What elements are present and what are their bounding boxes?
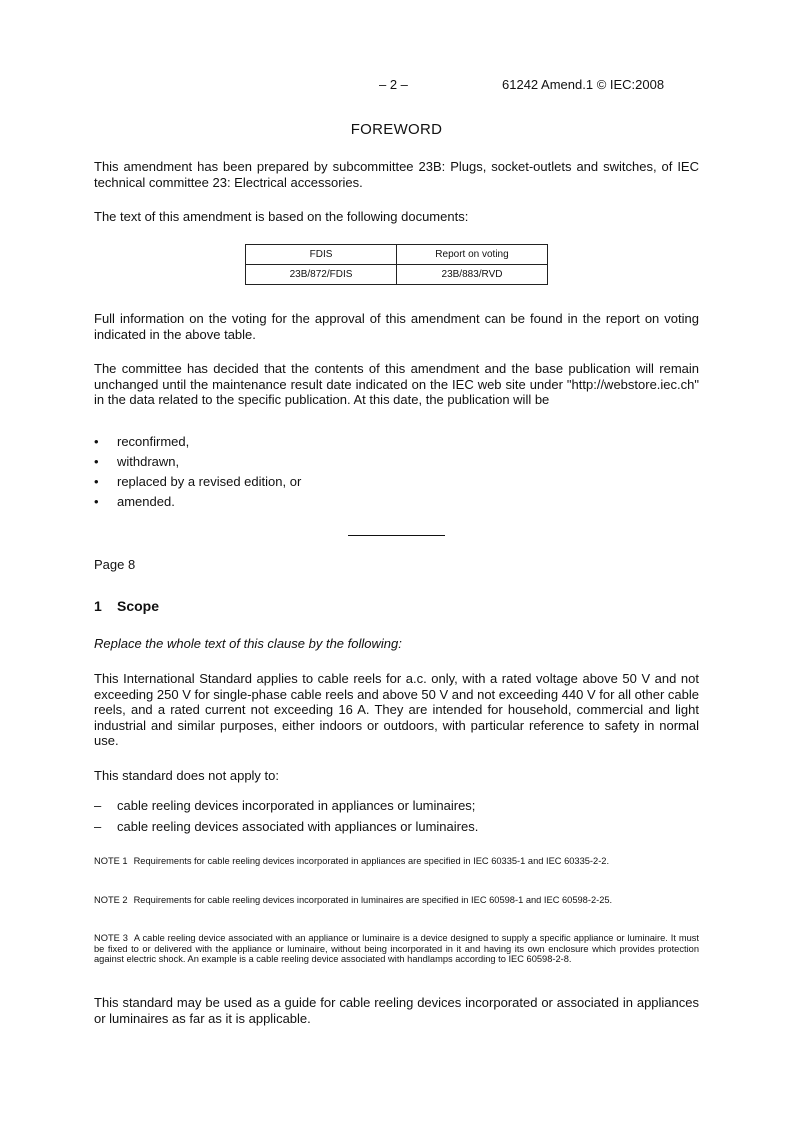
list-item-text: replaced by a revised edition, or (117, 474, 302, 489)
table-cell: 23B/872/FDIS (246, 265, 397, 285)
list-item (94, 797, 478, 818)
note-2 (94, 895, 699, 906)
table-header-row (246, 245, 548, 265)
list-item (94, 473, 301, 493)
dash-mark: – (94, 819, 102, 834)
list-item-text: reconfirmed, (117, 434, 190, 449)
not-apply-text: This standard does not apply to: (94, 768, 280, 783)
table-cell: 23B/883/RVD (397, 265, 548, 285)
bullet-mark: • (94, 474, 99, 489)
clause-number: 1 (94, 598, 102, 614)
foreword-title: FOREWORD (350, 121, 443, 138)
clause-heading (94, 598, 159, 614)
clause-title: Scope (117, 598, 160, 614)
scope-text: This International Standard applies to cable reels for a.c. only, with a rated voltage above 50 V and not exceeding 250 V for single-phase cable reels and above 50 V and not exceeding 440 V for all other cable reels, and a rated current not exceeding 16 A. They are intended for household, commercial and light industrial and similar purposes, either indoors or outdoors, with particular reference to safety in normal use. (94, 671, 699, 748)
dash-mark: – (94, 798, 102, 813)
table-header-cell: Report on voting (397, 245, 548, 265)
based-on-text: The text of this amendment is based on the following documents: (94, 209, 469, 224)
guide-text: This standard may be used as a guide for cable reeling devices incorporated or associated in appliances or luminaires as far as it is applicable. (94, 995, 699, 1026)
note-text: Requirements for cable reeling devices incorporated in luminaires are specified in IEC 60598-1 and IEC 60598-2-25. (133, 895, 613, 905)
voting-info-text: Full information on the voting for the approval of this amendment can be found in the report on voting indicated in the above table. (94, 311, 699, 342)
note-label: NOTE 1 (94, 856, 128, 866)
note-label: NOTE 3 (94, 933, 128, 943)
document-reference: 61242 Amend.1 © IEC:2008 (502, 77, 665, 92)
list-item (94, 818, 478, 839)
note-3 (94, 933, 699, 965)
replace-instruction: Replace the whole text of this clause by the following: (94, 636, 402, 651)
list-item (94, 453, 301, 473)
foreword-intro: This amendment has been prepared by subcommittee 23B: Plugs, socket-outlets and switches, of IEC technical committee 23: Electrical accessories. (94, 159, 699, 190)
bullet-mark: • (94, 454, 99, 469)
exclusions-list (94, 797, 478, 839)
list-item-text: amended. (117, 494, 175, 509)
table-header-cell: FDIS (246, 245, 397, 265)
list-item-text: cable reeling devices associated with appliances or luminaires. (117, 819, 479, 834)
note-1 (94, 856, 699, 867)
page-number: – 2 – (379, 77, 408, 92)
note-text: A cable reeling device associated with an appliance or luminaire is a device designed to supply a specific appliance or luminaire. It must be fixed to or delivered with the appliance or luminaire, without being incorporated in it and having its own enclosure which provides protection against electric shock. An example is a cable reeling device associated with handlamps according to IEC 60598-2-8. (94, 933, 699, 965)
note-label: NOTE 2 (94, 895, 128, 905)
table-row (246, 265, 548, 285)
page-reference: Page 8 (94, 557, 136, 572)
bullet-mark: • (94, 434, 99, 449)
committee-decision-text: The committee has decided that the contents of this amendment and the base publication will remain unchanged until the maintenance result date indicated on the IEC web site under "http://webstore.iec.ch" in the data related to the specific publication. At this date, the publication will be (94, 361, 699, 407)
list-item-text: cable reeling devices incorporated in appliances or luminaires; (117, 798, 476, 813)
documents-table (245, 244, 548, 285)
section-divider (348, 535, 445, 536)
list-item (94, 493, 301, 513)
publication-status-list (94, 433, 301, 513)
list-item (94, 433, 301, 453)
note-text: Requirements for cable reeling devices incorporated in appliances are specified in IEC 60335-1 and IEC 60335-2-2. (133, 856, 610, 866)
list-item-text: withdrawn, (117, 454, 180, 469)
bullet-mark: • (94, 494, 99, 509)
